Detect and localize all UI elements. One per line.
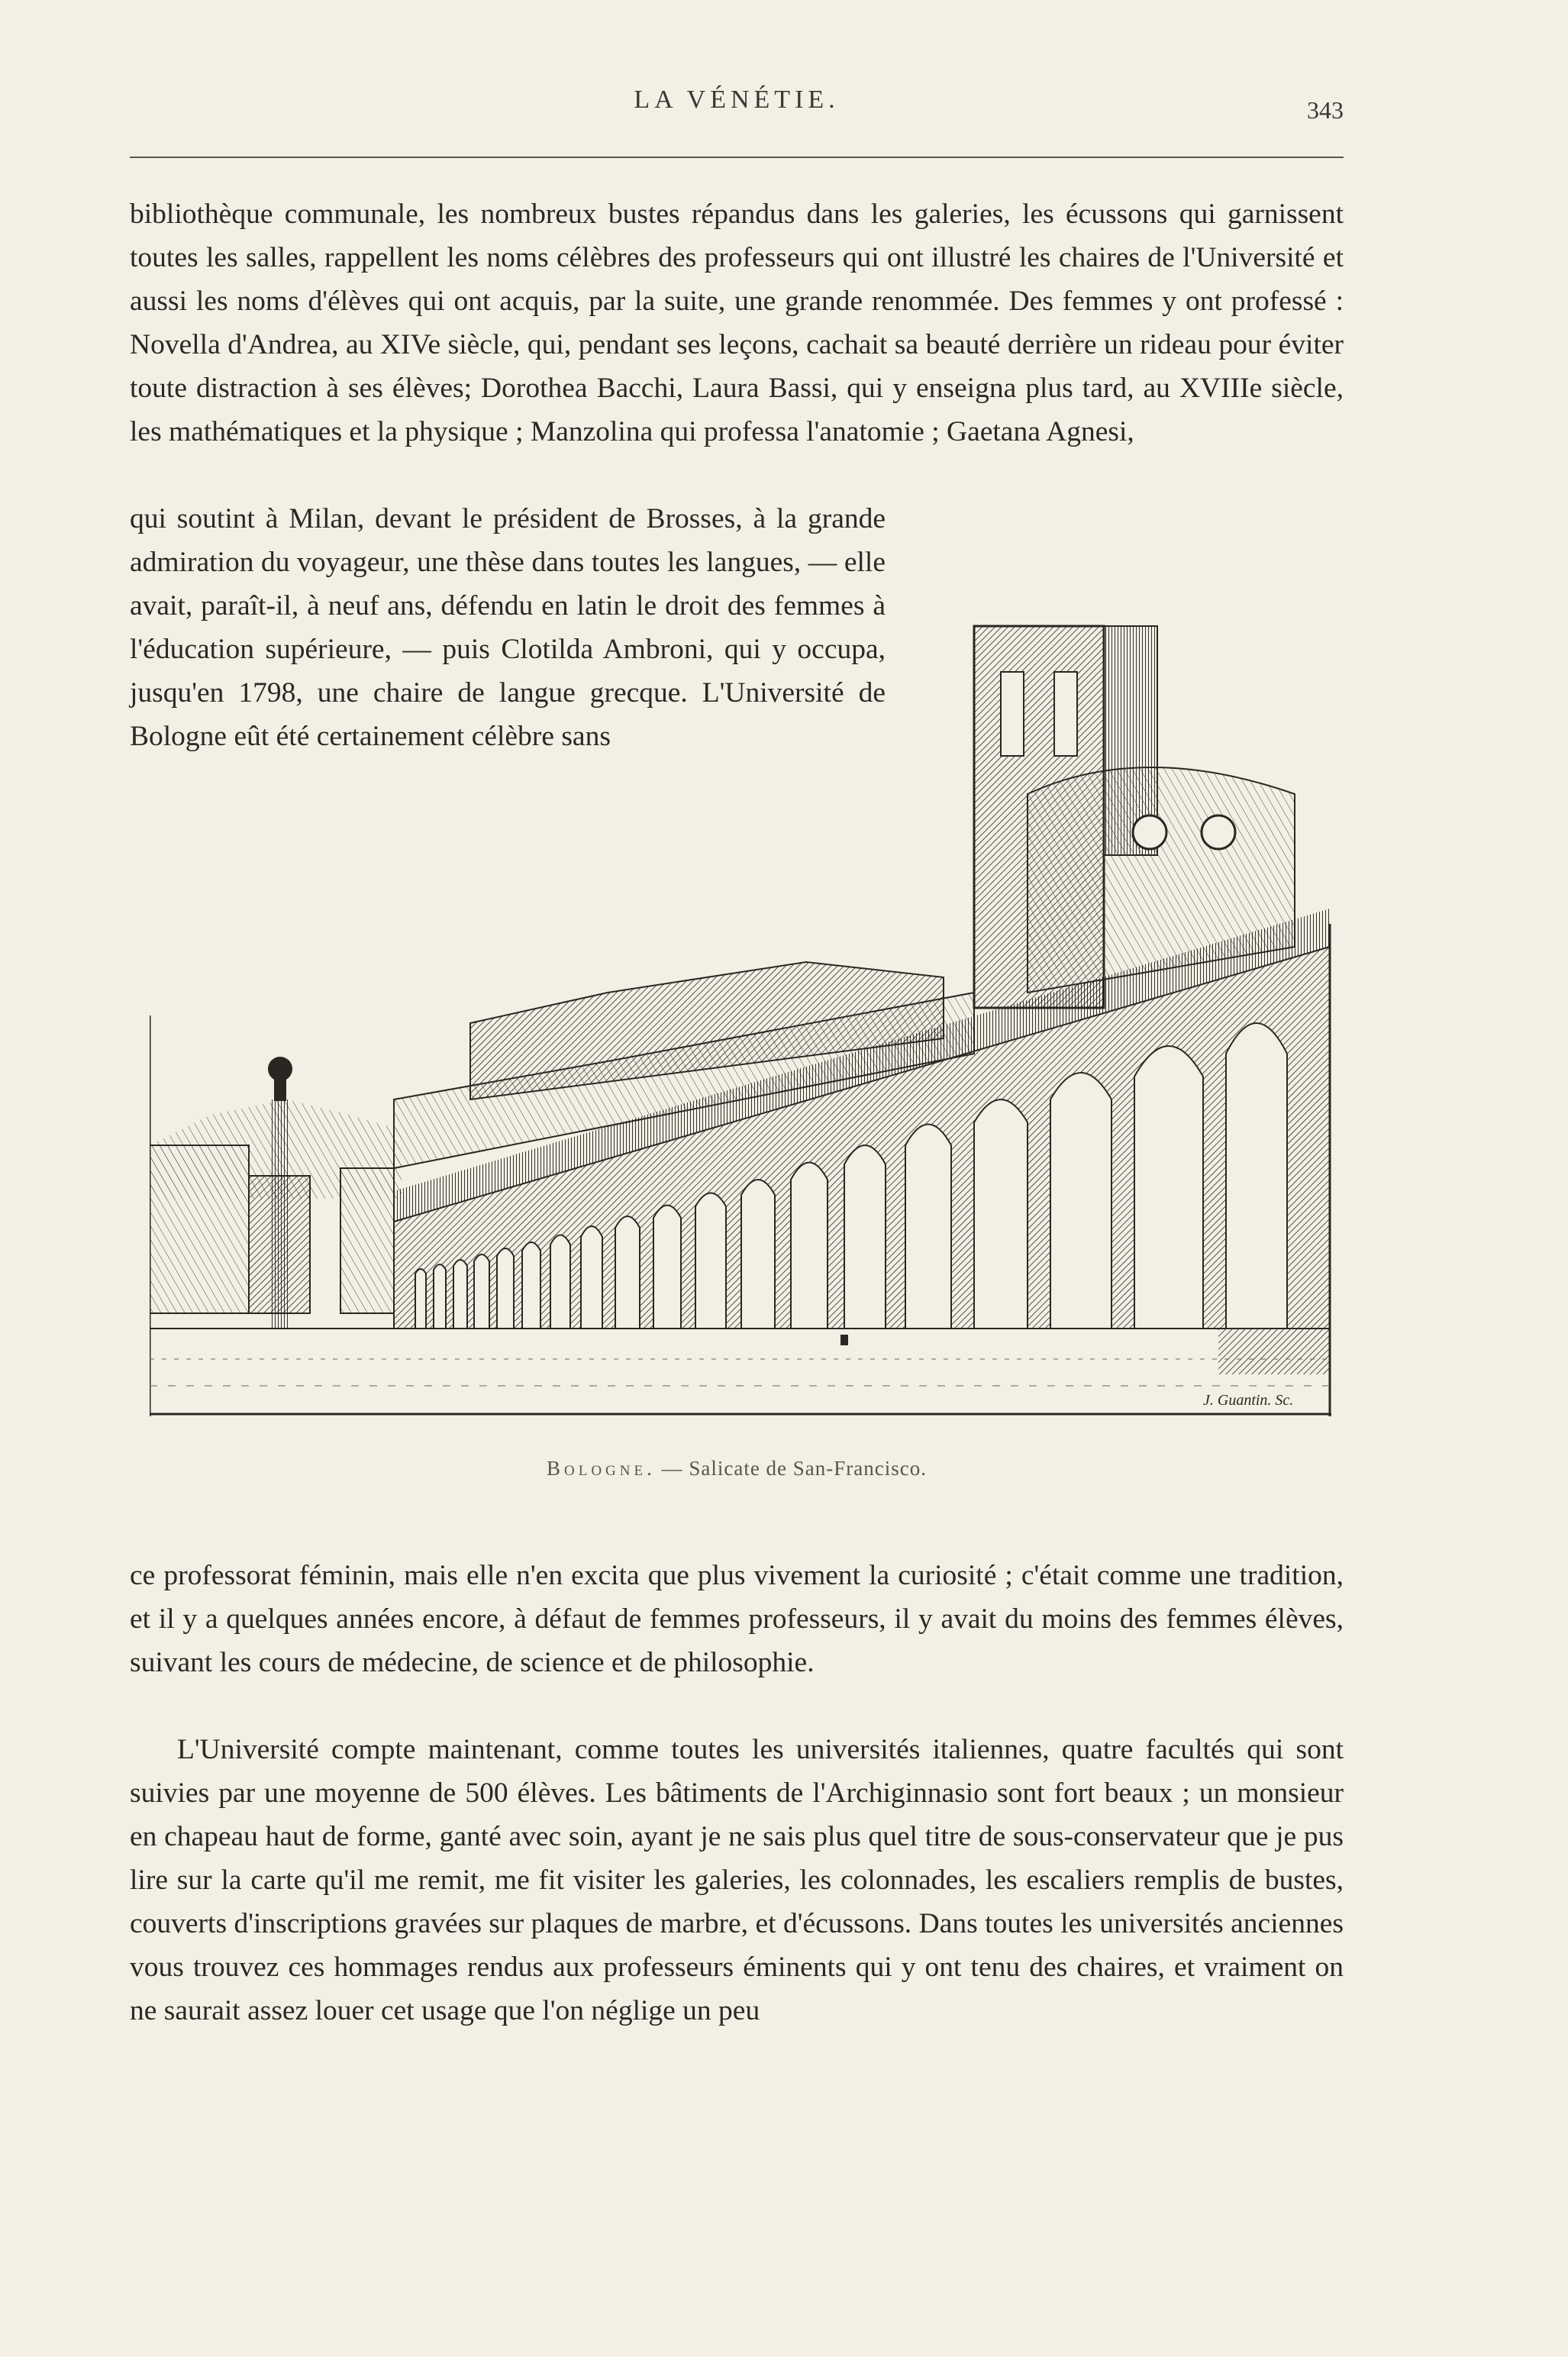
- engraving-illustration: [150, 565, 1331, 1416]
- paragraph-1-beside-figure: qui soutint à Milan, devant le président de Brosses, à la grande admiration du voyageur, une thèse dans toutes les langues, — elle avait, paraît-il, à neuf ans, défendu en latin le droit des femmes à l'éducation supérieure, — puis Clotilda Ambroni, qui y occupa, jusqu'en 1798, une chaire de langue grecque. L'Université de Bologne eût été certainement célèbre sans: [130, 503, 886, 752]
- caption-text: Salicate de San-Francisco.: [689, 1457, 927, 1480]
- running-title: LA VÉNÉTIE.: [634, 86, 840, 114]
- paragraph-1-full-width: bibliothèque communale, les nombreux bustes répandus dans les galeries, les écussons qui garnissent toutes les salles, rappellent les noms célèbres des professeurs qui ont illustré les chaires de l'Université et aussi les noms d'élèves qui ont acquis, par la suite, une grande renommée. Des femmes y ont professé : Novella d'Andrea, au XIVe siècle, qui, pendant ses leçons, cachait sa beauté derrière un rideau pour éviter toute distraction à ses élèves; Dorothea Bacchi, Laura Bassi, qui y enseigna plus tard, au XVIIIe siècle, les mathématiques et la physique ; Manzolina qui professa l'anatomie ; Gaetana Agnesi,: [130, 199, 1344, 447]
- paragraph-1-continued: ce professorat féminin, mais elle n'en excita que plus vivement la curiosité ; c'était comme une tradition, et il y a quelques années encore, à défaut de femmes professeurs, il y avait du moins des femmes élèves, suivant les cours de médecine, de science et de philosophie.: [130, 1560, 1344, 1678]
- figure-caption: [130, 1457, 1344, 1480]
- caption-separator: —: [655, 1457, 689, 1480]
- page-number: 343: [1307, 96, 1344, 124]
- header-rule: [130, 157, 1344, 158]
- page-header: [130, 86, 1344, 131]
- engraving-figure: [150, 565, 1331, 1416]
- engraver-signature: J. Guantin. Sc.: [1203, 1392, 1294, 1409]
- paragraph-2: L'Université compte maintenant, comme toutes les universités italiennes, quatre facultés qui sont suivies par une moyenne de 500 élèves. Les bâtiments de l'Archiginnasio sont fort beaux ; un monsieur en chapeau haut de forme, ganté avec soin, ayant je ne sais plus quel titre de sous-conservateur que je pus lire sur la carte qu'il me remit, me fit visiter les galeries, les colonnades, les escaliers remplis de bustes, couverts d'inscriptions gravées sur plaques de marbre, et d'écussons. Dans toutes les universités anciennes vous trouvez ces hommages rendus aux professeurs éminents qui y ont tenu des chaires, et vraiment on ne saurait assez louer cet usage que l'on néglige un peu: [130, 1734, 1344, 2026]
- caption-place: Bologne.: [546, 1457, 656, 1480]
